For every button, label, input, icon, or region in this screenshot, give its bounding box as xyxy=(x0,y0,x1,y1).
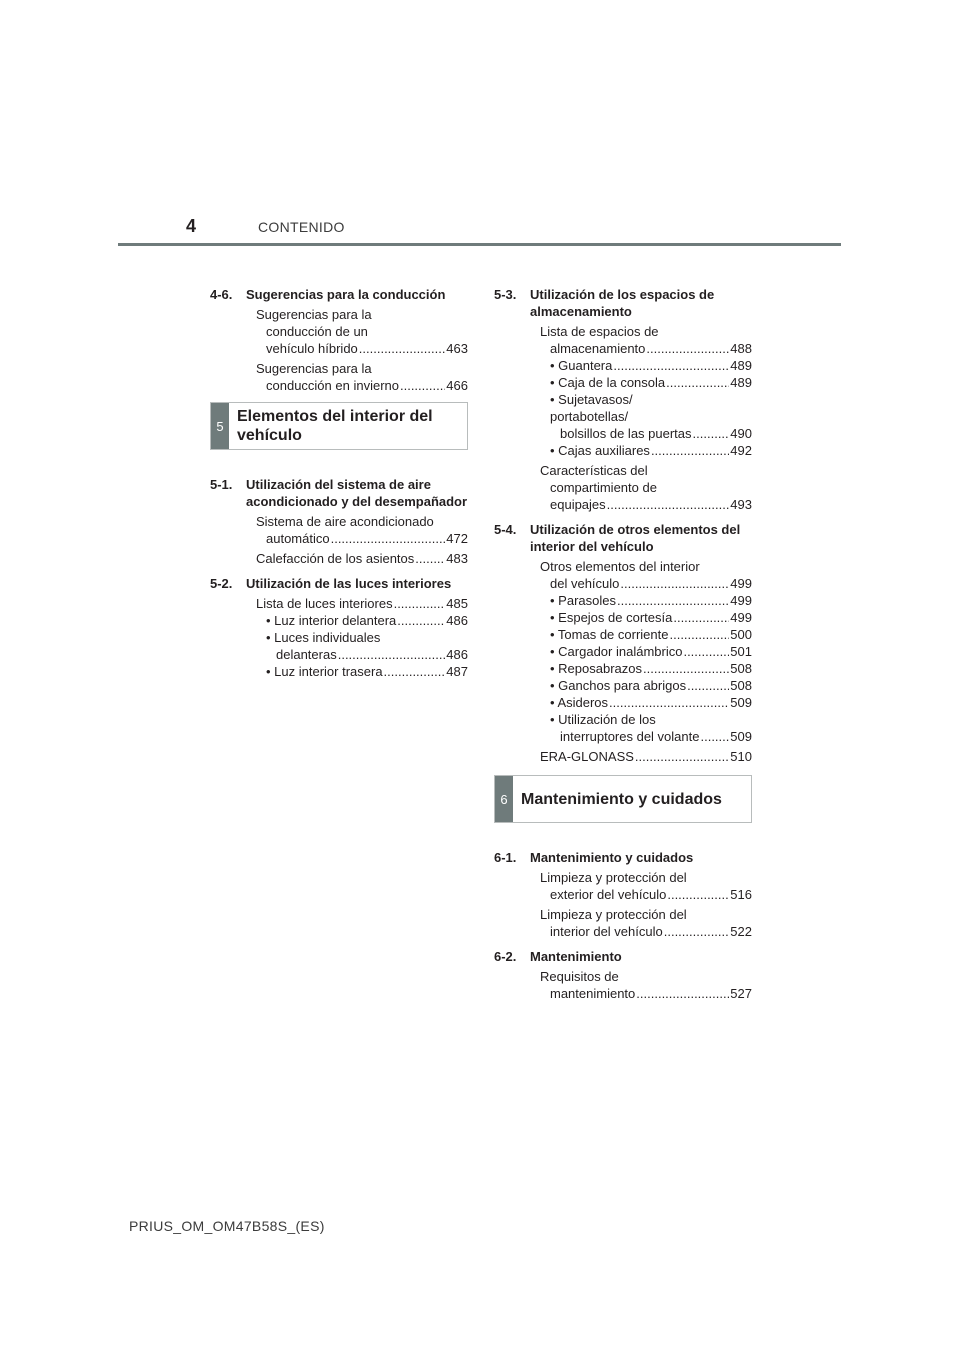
entry-leader xyxy=(256,595,468,612)
entry-text: del vehículo xyxy=(550,576,620,591)
chapter-tab-6[interactable] xyxy=(494,775,752,823)
toc-sub-entry[interactable] xyxy=(540,357,752,374)
entry-text: Características del xyxy=(540,463,648,478)
toc-section-5-1 xyxy=(210,476,468,567)
entry-leader xyxy=(540,985,752,1002)
entry-text: conducción en invierno xyxy=(266,378,399,393)
toc-entry[interactable] xyxy=(494,906,752,940)
entry-text: portabotellas/ xyxy=(550,409,629,424)
entry-text: almacenamiento xyxy=(550,341,646,356)
page-ref: 522 xyxy=(730,924,752,939)
section-title: Utilización del sistema de aire acondicionado y del desempañador xyxy=(246,477,468,509)
section-title: Utilización de otros elementos del interior del vehículo xyxy=(530,522,741,554)
toc-entry[interactable] xyxy=(494,462,752,513)
page-ref: 499 xyxy=(730,576,752,591)
entry-text: • Parasoles xyxy=(550,593,616,608)
document-code: PRIUS_OM_OM47B58S_(ES) xyxy=(129,1218,325,1234)
toc-section-6-1 xyxy=(494,849,752,940)
section-heading[interactable] xyxy=(210,575,468,592)
page-ref: 516 xyxy=(730,887,752,902)
entry-text: compartimiento de xyxy=(550,480,657,495)
entry-text: Limpieza y protección del xyxy=(540,907,687,922)
entry-leader xyxy=(540,575,752,592)
entry-text: conducción de un xyxy=(266,324,368,339)
toc-entry[interactable] xyxy=(210,360,468,394)
toc-section-5-2 xyxy=(210,575,468,680)
entry-text: • Luces individuales xyxy=(266,630,381,645)
section-title: Mantenimiento xyxy=(530,949,622,964)
entry-text: • Utilización de los xyxy=(550,712,656,727)
section-heading[interactable] xyxy=(494,948,752,965)
toc-sub-entry[interactable] xyxy=(540,592,752,609)
entry-text: exterior del vehículo xyxy=(550,887,667,902)
section-number: 4-6. xyxy=(210,287,233,302)
page-ref: 500 xyxy=(730,627,752,642)
entry-text: equipajes xyxy=(550,497,606,512)
toc-sub-entry[interactable] xyxy=(540,626,752,643)
toc-sub-entry[interactable] xyxy=(540,374,752,391)
toc-section-6-2 xyxy=(494,948,752,1002)
page-ref: 487 xyxy=(446,664,468,679)
page-ref: 485 xyxy=(446,596,468,611)
entry-text: • Cargador inalámbrico xyxy=(550,644,683,659)
section-title: Utilización de las luces interiores xyxy=(246,576,452,591)
section-title: Mantenimiento y cuidados xyxy=(530,850,694,865)
entry-text: interruptores del volante xyxy=(560,729,700,744)
entry-leader xyxy=(256,377,468,394)
toc-entry[interactable] xyxy=(210,595,468,680)
section-heading[interactable] xyxy=(494,849,752,866)
toc-sub-entry[interactable] xyxy=(540,609,752,626)
section-heading[interactable] xyxy=(210,286,468,303)
page-ref: 463 xyxy=(446,341,468,356)
entry-leader xyxy=(540,886,752,903)
page-ref: 488 xyxy=(730,341,752,356)
section-number: 5-1. xyxy=(210,477,233,492)
entry-leader xyxy=(256,340,468,357)
entry-text: interior del vehículo xyxy=(550,924,663,939)
toc-entry[interactable] xyxy=(494,968,752,1002)
page-number: 4 xyxy=(186,216,197,236)
entry-text: bolsillos de las puertas xyxy=(560,426,692,441)
page-ref: 489 xyxy=(730,358,752,373)
toc-entry[interactable] xyxy=(210,550,468,567)
entry-text: Otros elementos del interior xyxy=(540,559,700,574)
page-ref: 510 xyxy=(730,749,752,764)
toc-section-4-6 xyxy=(210,286,468,394)
toc-entry[interactable] xyxy=(210,513,468,547)
section-title: Sugerencias para la conducción xyxy=(246,287,446,302)
page-ref: 501 xyxy=(730,644,752,659)
toc-sub-entry[interactable] xyxy=(256,663,468,680)
page-ref: 508 xyxy=(730,661,752,676)
entry-text: • Reposabrazos xyxy=(550,661,642,676)
section-heading[interactable] xyxy=(494,286,752,320)
entry-leader xyxy=(540,748,752,765)
toc-entry[interactable] xyxy=(494,748,752,765)
entry-text: Lista de luces interiores xyxy=(256,596,393,611)
toc-sub-entry[interactable] xyxy=(256,612,468,629)
section-number: 6-1. xyxy=(494,850,517,865)
entry-text: • Caja de la consola xyxy=(550,375,666,390)
entry-text: • Tomas de corriente xyxy=(550,627,669,642)
page-ref: 527 xyxy=(730,986,752,1001)
toc-entry[interactable] xyxy=(494,869,752,903)
page-ref: 472 xyxy=(446,531,468,546)
entry-leader xyxy=(540,340,752,357)
page-ref: 499 xyxy=(730,610,752,625)
page-ref: 490 xyxy=(730,426,752,441)
entry-text: delanteras xyxy=(276,647,337,662)
entry-text: Limpieza y protección del xyxy=(540,870,687,885)
chapter-tab-5[interactable] xyxy=(210,402,468,450)
entry-text: Sistema de aire acondicionado xyxy=(256,514,434,529)
chapter-title: Elementos del interior del vehículo xyxy=(237,408,433,444)
toc-sub-entry[interactable] xyxy=(540,425,752,442)
entry-leader xyxy=(540,923,752,940)
section-number: 6-2. xyxy=(494,949,517,964)
chapter-title: Mantenimiento y cuidados xyxy=(521,790,722,808)
entry-leader xyxy=(540,496,752,513)
chapter-number: 6 xyxy=(495,776,513,822)
page-ref: 486 xyxy=(446,647,468,662)
toc-column-left xyxy=(210,286,468,688)
toc-sub-entry[interactable] xyxy=(540,728,752,745)
section-number: 5-2. xyxy=(210,576,233,591)
entry-text: • Sujetavasos/ xyxy=(550,392,633,407)
entry-text: vehículo híbrido xyxy=(266,341,358,356)
toc-entry[interactable] xyxy=(210,306,468,357)
toc-section-5-4 xyxy=(494,521,752,765)
entry-text: • Cajas auxiliares xyxy=(550,443,650,458)
toc-section-5-3 xyxy=(494,286,752,513)
section-number: 5-3. xyxy=(494,287,517,302)
toc-sub-entry[interactable] xyxy=(540,643,752,660)
entry-text: Calefacción de los asientos xyxy=(256,551,415,566)
toc-column-right xyxy=(494,286,752,1010)
page-ref: 493 xyxy=(730,497,752,512)
page-ref: 492 xyxy=(730,443,752,458)
page-ref: 466 xyxy=(446,378,468,393)
header-divider xyxy=(118,243,841,246)
toc-sub-entry[interactable] xyxy=(540,660,752,677)
entry-text: automático xyxy=(266,531,330,546)
entry-text: Requisitos de xyxy=(540,969,619,984)
entry-text: mantenimiento xyxy=(550,986,636,1001)
entry-text: Sugerencias para la xyxy=(256,307,372,322)
page-ref: 508 xyxy=(730,678,752,693)
toc-sub-entry[interactable] xyxy=(256,646,468,663)
page-ref: 486 xyxy=(446,613,468,628)
page-ref: 483 xyxy=(446,551,468,566)
entry-text: • Luz interior trasera xyxy=(266,664,383,679)
toc-sub-entry[interactable] xyxy=(540,677,752,694)
entry-text: • Ganchos para abrigos xyxy=(550,678,687,693)
page-header-title: CONTENIDO xyxy=(258,219,345,235)
entry-text: ERA-GLONASS xyxy=(540,749,634,764)
page-ref: 499 xyxy=(730,593,752,608)
section-heading[interactable] xyxy=(210,476,468,510)
toc-sub-entry[interactable] xyxy=(540,694,752,711)
entry-text: • Asideros xyxy=(550,695,609,710)
entry-text: Sugerencias para la xyxy=(256,361,372,376)
toc-sub-entry[interactable] xyxy=(540,442,752,459)
section-title: Utilización de los espacios de almacenamiento xyxy=(530,287,715,319)
entry-text: • Guantera xyxy=(550,358,613,373)
toc-entry[interactable] xyxy=(494,558,752,745)
entry-leader xyxy=(256,550,468,567)
page-ref: 509 xyxy=(730,729,752,744)
entry-leader xyxy=(256,530,468,547)
toc-entry[interactable] xyxy=(494,323,752,459)
page-ref: 509 xyxy=(730,695,752,710)
entry-text: • Luz interior delantera xyxy=(266,613,397,628)
chapter-number: 5 xyxy=(211,403,229,449)
section-number: 5-4. xyxy=(494,522,517,537)
entry-text: • Espejos de cortesía xyxy=(550,610,673,625)
section-heading[interactable] xyxy=(494,521,752,555)
page-ref: 489 xyxy=(730,375,752,390)
entry-text: Lista de espacios de xyxy=(540,324,659,339)
